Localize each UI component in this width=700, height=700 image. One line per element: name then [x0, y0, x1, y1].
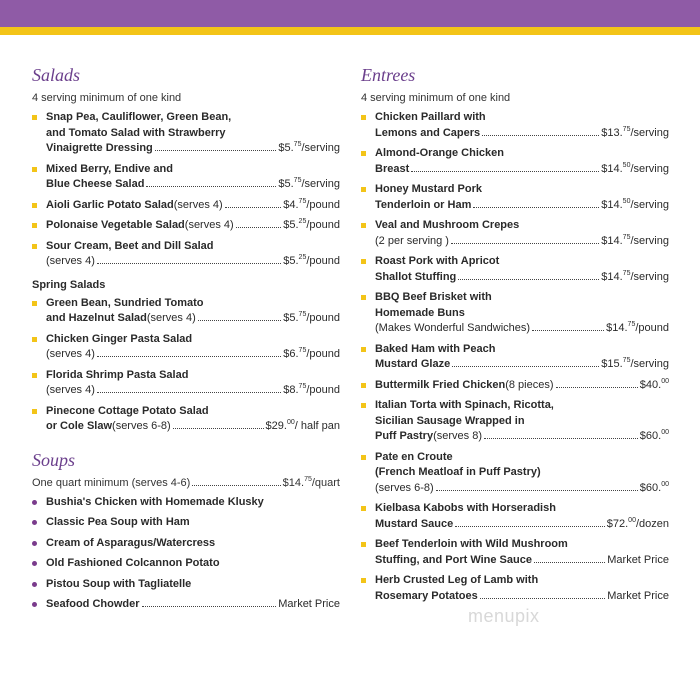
price-dollars: Market Price	[607, 553, 669, 566]
dot-leader	[482, 135, 599, 136]
menu-item	[32, 110, 340, 157]
price-cents: 75	[298, 347, 307, 354]
entrees-note: 4 serving minimum of one kind	[361, 92, 511, 104]
item-price	[283, 198, 340, 214]
price-dollars: $14.	[601, 234, 623, 247]
item-price-line	[375, 270, 669, 286]
item-name: Pistou Soup with Tagliatelle	[46, 577, 192, 590]
dot-leader	[458, 279, 599, 280]
item-name-line: Baked Ham with Peach	[375, 342, 496, 355]
item-name: Breast	[375, 162, 410, 175]
spring-salads-title: Spring Salads	[32, 278, 106, 291]
menu-item	[361, 398, 669, 445]
dot-leader	[473, 207, 599, 208]
dot-leader	[155, 150, 277, 151]
price-cents: 50	[622, 161, 631, 169]
item-price	[640, 378, 669, 394]
price-unit: /pound	[306, 255, 340, 267]
dot-leader	[556, 387, 638, 388]
item-name: Buttermilk Fried Chicken	[375, 378, 506, 391]
item-name: Polonaise Vegetable Salad	[46, 219, 185, 231]
item-name: Classic Pea Soup with Ham	[46, 516, 190, 528]
item-serving-note: (serves 4)	[46, 348, 95, 360]
price-unit: /serving	[630, 270, 669, 283]
item-price-line	[46, 383, 340, 399]
item-name: Vinaigrette Dressing	[46, 142, 153, 154]
bullet-icon	[361, 455, 366, 460]
item-price	[601, 162, 669, 178]
price-dollars: $5.	[283, 312, 299, 324]
item-name-line: Sicilian Sausage Wrapped in	[375, 414, 525, 427]
price-dollars: $5.	[278, 178, 294, 190]
dot-leader	[146, 186, 276, 187]
dot-leader	[97, 392, 281, 393]
price-cents: 75	[622, 233, 631, 241]
bullet-icon	[361, 259, 366, 264]
bullet-icon	[361, 578, 366, 583]
price-dollars: $14.	[601, 270, 623, 283]
item-price	[607, 517, 669, 533]
menu-item	[32, 162, 340, 193]
price-unit: /pound	[306, 198, 340, 211]
bullet-icon	[32, 541, 37, 546]
price-unit: /pound	[306, 312, 340, 324]
item-name-line: Sour Cream, Beet and Dill Salad	[46, 239, 214, 252]
item-name: Stuffing, and Port Wine Sauce	[375, 553, 532, 566]
price-dollars: $5.	[283, 219, 299, 231]
bullet-icon	[32, 500, 37, 505]
item-price-line	[46, 254, 340, 270]
menu-item	[361, 378, 669, 394]
menu-item	[32, 332, 340, 363]
price-cents: 00	[661, 429, 669, 436]
item-name: Blue Cheese Salad	[46, 178, 145, 190]
item-name-line: Kielbasa Kabobs with Horseradish	[375, 502, 556, 514]
bullet-icon	[32, 223, 37, 228]
price-dollars: Market Price	[607, 589, 669, 602]
item-price	[601, 198, 669, 214]
bullet-icon	[32, 582, 37, 587]
dot-leader	[452, 366, 599, 367]
price-cents: 00	[661, 480, 669, 488]
bullet-icon	[32, 115, 37, 120]
item-name: Aioli Garlic Potato Salad	[46, 198, 174, 211]
dot-leader	[198, 320, 281, 321]
price-cents: 75	[627, 321, 636, 328]
item-price	[640, 481, 669, 497]
bullet-icon	[361, 383, 366, 388]
item-price-line	[375, 357, 669, 373]
bullet-icon	[361, 151, 366, 156]
item-serving-note: (serves 6-8)	[112, 420, 171, 432]
menu-item	[361, 342, 669, 373]
dot-leader	[142, 606, 277, 607]
item-serving-note: (serves 4)	[46, 255, 95, 267]
item-price	[266, 419, 340, 435]
item-price-line	[375, 589, 669, 605]
item-name: Old Fashioned Colcannon Potato	[46, 557, 220, 569]
bullet-icon	[32, 167, 37, 172]
bullet-icon	[32, 244, 37, 249]
price-dollars: $14.	[606, 322, 628, 334]
item-serving-note: (serves 4)	[173, 198, 223, 211]
item-serving-note: (2 per serving )	[375, 234, 449, 247]
item-serving-note: (serves 4)	[46, 384, 95, 396]
menu-item	[361, 146, 669, 177]
item-serving-note: (serves 8)	[433, 430, 482, 442]
item-name-line: Snap Pea, Cauliflower, Green Bean,	[46, 111, 232, 123]
price-cents: 25	[298, 218, 307, 225]
item-name-line: Chicken Ginger Pasta Salad	[46, 332, 193, 345]
dot-leader	[97, 356, 281, 357]
menu-item	[361, 290, 669, 337]
price-cents: 75	[622, 357, 631, 364]
bullet-icon	[361, 403, 366, 408]
item-name: Mustard Sauce	[375, 517, 454, 530]
dot-leader	[451, 243, 599, 244]
bullet-icon	[32, 561, 37, 566]
item-name-line: Honey Mustard Pork	[375, 183, 482, 195]
dot-leader	[225, 207, 282, 208]
item-name: Bushia's Chicken with Homemade Klusky	[46, 495, 264, 508]
price-dollars: $5.	[283, 255, 299, 267]
price-unit: /serving	[630, 126, 669, 139]
price-unit: /pound	[635, 322, 669, 334]
bullet-icon	[361, 295, 366, 300]
item-name-line: Pinecone Cottage Potato Salad	[46, 404, 209, 417]
spring-salads-list	[32, 296, 340, 435]
dot-leader	[411, 171, 599, 172]
price-cents: 00	[661, 377, 669, 385]
bullet-icon	[32, 520, 37, 525]
bullet-icon	[361, 347, 366, 352]
price-cents: 75	[298, 311, 307, 318]
item-price	[278, 141, 340, 157]
price-dollars: $8.	[283, 384, 299, 396]
entrees-title: Entrees	[361, 65, 416, 85]
item-price-line	[46, 311, 340, 327]
dot-leader	[436, 490, 638, 491]
item-price: Market Price	[278, 598, 340, 610]
item-price-line	[46, 198, 340, 214]
item-name-line: Herb Crusted Leg of Lamb with	[375, 574, 539, 586]
item-name: Seafood Chowder	[46, 598, 140, 610]
item-price	[283, 383, 340, 399]
left-column	[32, 64, 340, 618]
right-column	[361, 64, 669, 609]
item-price	[283, 311, 340, 327]
item-name-line: Roast Pork with Apricot	[375, 255, 500, 267]
menu-item	[361, 537, 669, 568]
price-cents: 75	[293, 141, 302, 148]
price-dollars: $29.	[265, 420, 287, 432]
item-name: and Hazelnut Salad	[46, 312, 147, 324]
item-price-line	[375, 553, 669, 569]
item-price-line	[375, 481, 669, 497]
item-price-line	[375, 234, 669, 250]
price-dollars: $14.	[601, 162, 623, 175]
top-banner	[0, 0, 700, 27]
menu-item	[32, 239, 340, 270]
item-price-line	[375, 429, 669, 445]
item-name-line: Florida Shrimp Pasta Salad	[46, 368, 189, 381]
item-name-line: and Tomato Salad with Strawberry	[46, 126, 226, 139]
item-price-line	[375, 162, 669, 178]
item-price-line	[46, 141, 340, 157]
item-price	[283, 254, 340, 270]
price-dollars: $14.	[601, 198, 623, 211]
dot-leader	[534, 562, 605, 563]
menu-item	[32, 198, 340, 214]
item-serving-note: (Makes Wonderful Sandwiches)	[375, 322, 531, 334]
price-cents: 00	[628, 516, 636, 524]
soups-note	[32, 476, 340, 490]
price-dollars: $6.	[283, 348, 299, 360]
item-price	[283, 218, 340, 234]
salads-list	[32, 110, 340, 270]
soup-item	[32, 556, 340, 572]
price-unit: /pound	[306, 384, 340, 396]
item-name: Rosemary Potatoes	[375, 589, 478, 602]
price-cents: 25	[298, 254, 307, 261]
item-price	[601, 234, 669, 250]
item-name: Shallot Stuffing	[375, 270, 457, 283]
soups-list	[32, 495, 340, 593]
bullet-icon	[32, 203, 37, 208]
item-price-line	[375, 321, 669, 337]
bullet-icon	[361, 506, 366, 511]
item-name-line: Almond-Orange Chicken	[375, 147, 504, 159]
price-dollars: $60.	[639, 430, 662, 442]
soup-item	[32, 577, 340, 593]
item-serving-note: (8 pieces)	[505, 378, 554, 391]
item-price-line	[46, 347, 340, 363]
price-cents: 75	[298, 197, 307, 205]
price-unit: / half pan	[294, 420, 340, 432]
menu-item	[361, 573, 669, 604]
soups-note-text: One quart minimum (serves 4-6)	[32, 476, 191, 489]
menu-item	[32, 368, 340, 399]
price-dollars: $4.	[283, 198, 299, 211]
soup-item	[32, 536, 340, 552]
item-name: Mustard Glaze	[375, 358, 451, 370]
price-unit: /serving	[301, 142, 340, 154]
item-name-line: Beef Tenderloin with Wild Mushroom	[375, 538, 568, 550]
price-dollars: $40.	[639, 378, 662, 391]
item-name-line: Mixed Berry, Endive and	[46, 162, 173, 175]
price-unit: /serving	[630, 162, 669, 175]
menupix-watermark: menupix	[468, 606, 540, 626]
bullet-icon	[361, 542, 366, 547]
bullet-icon	[361, 223, 366, 228]
price-cents: 75	[622, 125, 631, 133]
item-serving-note: (serves 6-8)	[375, 481, 434, 494]
price-cents: 75	[298, 383, 307, 390]
item-name-line: Homemade Buns	[375, 306, 465, 319]
menu-item	[32, 296, 340, 327]
entrees-list	[361, 110, 669, 604]
dot-leader	[192, 485, 280, 486]
top-stripe	[0, 27, 700, 35]
price-cents: 75	[293, 177, 302, 184]
item-name: Puff Pastry	[375, 430, 434, 442]
item-price	[607, 589, 669, 605]
item-name-line: BBQ Beef Brisket with	[375, 291, 492, 303]
item-price	[601, 270, 669, 286]
item-serving-note: (serves 4)	[146, 312, 196, 324]
price-unit: /serving	[630, 234, 669, 247]
price-unit: /serving	[301, 178, 340, 190]
price-cents: 50	[622, 197, 631, 205]
item-serving-note: (serves 4)	[184, 219, 234, 231]
menu-item	[361, 501, 669, 532]
menu-item	[361, 450, 669, 497]
dot-leader	[455, 526, 605, 527]
soups-title: Soups	[32, 449, 76, 470]
price-cents: 00	[286, 419, 295, 426]
item-name-line: Chicken Paillard with	[375, 111, 486, 123]
soup-item-seafood-chowder	[32, 597, 340, 613]
dot-leader	[532, 330, 604, 331]
item-price-line	[375, 378, 669, 394]
item-price	[601, 126, 669, 142]
item-name-line: Green Bean, Sundried Tomato	[46, 296, 204, 309]
dot-leader	[236, 227, 282, 228]
bullet-icon	[361, 187, 366, 192]
salads-title: Salads	[32, 65, 81, 85]
price-dollars: $5.	[278, 142, 294, 154]
item-name-line: Veal and Mushroom Crepes	[375, 219, 520, 231]
item-price-line	[375, 126, 669, 142]
bullet-icon	[32, 602, 37, 607]
menu-item	[361, 182, 669, 213]
soup-item	[32, 495, 340, 511]
item-price-line	[46, 177, 340, 193]
item-price-line	[375, 517, 669, 533]
menu-item	[32, 404, 340, 435]
item-name: Tenderloin or Ham	[375, 198, 472, 211]
menu-item	[32, 218, 340, 234]
price-unit: /serving	[630, 358, 669, 370]
dot-leader	[484, 438, 638, 439]
price-cents: 75	[622, 269, 631, 277]
menu-item	[361, 110, 669, 141]
item-price	[283, 347, 340, 363]
menu-item	[361, 218, 669, 249]
dot-leader	[480, 598, 606, 599]
bullet-icon	[32, 409, 37, 414]
item-name-line: Pate en Croute	[375, 450, 453, 463]
price-unit: /pound	[306, 348, 340, 360]
bullet-icon	[361, 115, 366, 120]
item-price-line	[46, 419, 340, 435]
price-dollars: $72.	[606, 517, 629, 530]
soups-note-price: $14.75/quart	[282, 475, 340, 489]
item-name-line: Italian Torta with Spinach, Ricotta,	[375, 399, 554, 411]
item-name: Cream of Asparagus/Watercress	[46, 536, 216, 549]
dot-leader	[97, 263, 281, 264]
bullet-icon	[32, 301, 37, 306]
bullet-icon	[32, 337, 37, 342]
price-unit: /pound	[306, 219, 340, 231]
item-price-line	[375, 198, 669, 214]
item-name: Lemons and Capers	[375, 126, 481, 139]
price-dollars: $13.	[601, 126, 623, 139]
price-unit: /dozen	[635, 517, 669, 530]
item-price-line	[46, 218, 340, 234]
dot-leader	[173, 428, 264, 429]
menu-item	[361, 254, 669, 285]
item-name: or Cole Slaw	[46, 420, 113, 432]
item-price	[601, 357, 669, 373]
price-unit: /serving	[630, 198, 669, 211]
item-price	[640, 429, 669, 445]
soup-item	[32, 515, 340, 531]
price-dollars: $15.	[601, 358, 623, 370]
item-name-line: (French Meatloaf in Puff Pastry)	[375, 466, 541, 478]
item-price	[606, 321, 669, 337]
item-price	[607, 553, 669, 569]
item-price	[278, 177, 340, 193]
price-dollars: $60.	[639, 481, 662, 494]
bullet-icon	[32, 373, 37, 378]
salads-note: 4 serving minimum of one kind	[32, 92, 182, 104]
